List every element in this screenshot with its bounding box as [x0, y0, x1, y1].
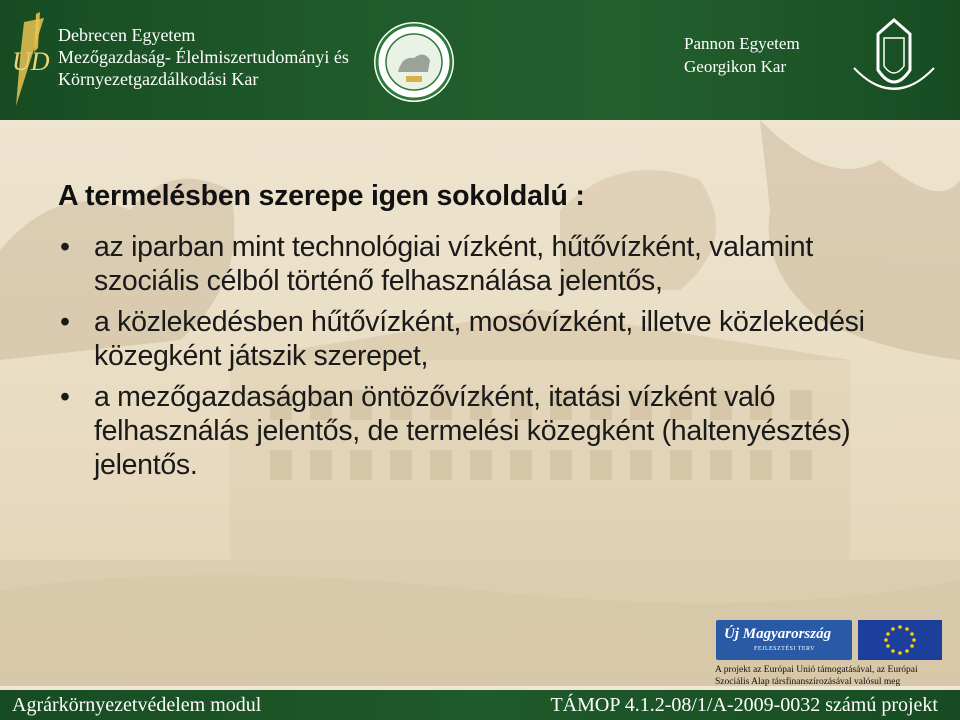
eu-note-line: A projekt az Európai Unió támogatásával, az Európai	[715, 665, 918, 675]
institution-name	[58, 24, 349, 90]
eu-note-line: Szociális Alap társfinanszírozásával valósul meg	[715, 677, 901, 687]
badge-title: Új Magyarország	[724, 626, 832, 642]
slide-title: A termelésben szerepe igen sokoldalú :	[58, 180, 585, 212]
faculty-seal-icon	[372, 20, 456, 104]
institution-line: Debrecen Egyetem	[58, 25, 196, 45]
eu-flag-icon	[858, 620, 942, 660]
eu-funding-note	[715, 664, 955, 688]
list-item	[60, 305, 924, 373]
badge-subtitle: FEJLESZTÉSI TERV	[754, 646, 815, 652]
bullet-text: a mezőgazdaságban öntözővízként, itatási vízként való felhasználás jelentős, de termelési közegként (haltenyésztés) jelentős.	[94, 381, 851, 481]
partner-line: Georgikon Kar	[684, 57, 787, 76]
institution-line: Környezetgazdálkodási Kar	[58, 69, 259, 89]
module-name: Agrárkörnyezetvédelem modul	[12, 694, 262, 716]
footer-band	[0, 690, 960, 720]
pannon-seal-icon	[838, 14, 950, 106]
project-id: TÁMOP 4.1.2-08/1/A-2009-0032 számú projekt	[550, 694, 938, 716]
bullet-text: az iparban mint technológiai vízként, hűtővízként, valamint szociális célból történő felhasználása jelentős,	[94, 231, 813, 297]
bullet-marker: •	[60, 381, 70, 413]
partner-line: Pannon Egyetem	[684, 34, 800, 53]
partner-university-name	[684, 32, 800, 78]
eu-funding-badges	[716, 620, 942, 662]
institution-line: Mezőgazdaság- Élelmiszertudományi és	[58, 47, 349, 67]
bullet-text: a közlekedésben hűtővízként, mosóvízként, illetve közlekedési közegként játszik szerepet,	[94, 306, 865, 372]
uj-magyarorszag-logo	[716, 620, 852, 660]
bullet-marker: •	[60, 231, 70, 263]
header-band	[0, 0, 960, 120]
bullet-list	[60, 230, 924, 489]
university-logo-icon	[6, 8, 54, 114]
svg-text:UD: UD	[12, 47, 50, 76]
list-item	[60, 230, 924, 298]
bullet-marker: •	[60, 306, 70, 338]
list-item	[60, 380, 924, 482]
